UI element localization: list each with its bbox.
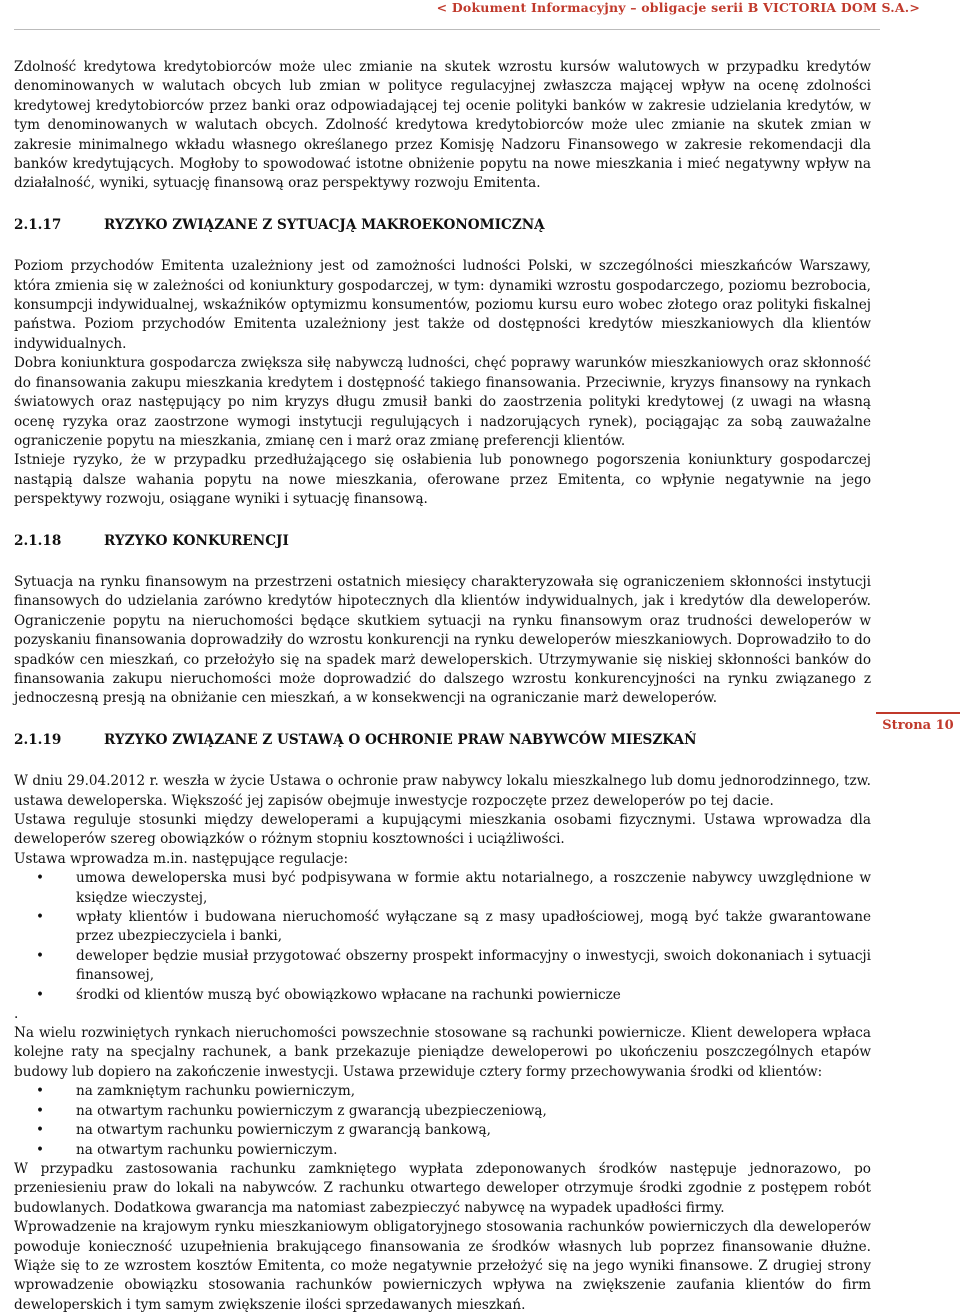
paragraph: Dobra koniunktura gospodarcza zwiększa siłę nabywczą ludności, chęć poprawy warunków mieszkaniowych oraz skłonność do finansowania zakupu mieszkania kredytem i dostępność takiego finansowania. Przeciwnie, kryzys finansowy na rynkach światowych oraz następujący po nim kryzys długu zmusił banki do zaostrzenia polityki kredytowej (z uwagi na własną ocenę ryzyka oraz zaostrzone wymogi instytucji regulujących i nadzorujących rynek), pociągając za sobą zauważalne ograniczenie popytu na mieszkania, zmianę cen i marż oraz zmianę preferencji klientów. bbox=[14, 355, 871, 449]
section-heading-2-1-18 bbox=[14, 532, 871, 551]
escrow-forms-list bbox=[14, 1082, 871, 1160]
page-number: Strona 10 bbox=[882, 718, 954, 733]
page-number-tab bbox=[876, 712, 960, 733]
paragraph: Wprowadzenie na krajowym rynku mieszkaniowym obligatoryjnego stosowania rachunków powierniczych dla deweloperów powoduje konieczność uzupełnienia brakującego finansowania ze środków własnych lub poprzez finansowanie dłużne. Wiąże się to ze wzrostem kosztów Emitenta, co może negatywnie przełożyć się na jego wyniki finansowe. Z drugiej strony wprowadzenie obowiązku stosowania rachunków powierniczych wpływa na zwiększenie zaufania klientów do firm deweloperskich i tym samym zwiększenie ilości sprzedawanych mieszkań. bbox=[14, 1219, 871, 1313]
list-item: • wpłaty klientów i budowana nieruchomość wyłączane są z masy upadłościowej, mogą być także gwarantowane przez ubezpieczyciela i banki, bbox=[76, 908, 871, 947]
header-divider bbox=[14, 29, 880, 30]
regulations-list bbox=[14, 869, 871, 1005]
section-title: RYZYKO ZWIĄZANE Z SYTUACJĄ MAKROEKONOMICZNĄ bbox=[104, 216, 545, 233]
paragraph: W dniu 29.04.2012 r. weszła w życie Ustawa o ochronie praw nabywcy lokalu mieszkalnego lub domu jednorodzinnego, tzw. ustawa deweloperska. Większość jej zapisów obejmuje inwestycje rozpoczęte przez deweloperów po tej dacie. bbox=[14, 773, 871, 809]
list-item: • na otwartym rachunku powierniczym z gwarancją bankową, bbox=[76, 1121, 871, 1140]
list-item: • deweloper będzie musiał przygotować obszerny prospekt informacyjny o inwestycji, swoich dokonaniach i sytuacji finansowej, bbox=[76, 947, 871, 986]
section-number: 2.1.17 bbox=[14, 216, 62, 233]
section-number: 2.1.19 bbox=[14, 731, 62, 748]
list-item: • na zamkniętym rachunku powierniczym, bbox=[76, 1082, 871, 1101]
document-header bbox=[0, 0, 960, 34]
stray-dot: . bbox=[14, 1006, 19, 1023]
section-title: RYZYKO ZWIĄZANE Z USTAWĄ O OCHRONIE PRAW NABYWCÓW MIESZKAŃ bbox=[104, 731, 697, 748]
intro-paragraph: Zdolność kredytowa kredytobiorców może ulec zmianie na skutek wzrostu kursów walutowych w przypadku kredytów denominowanych w walutach obcych lub zmian w polityce regulacyjnej zwłaszcza mającej wpływ na ocenę zdolności kredytowej kredytobiorców przez banki oraz odpowiadającej tej ocenie polityki banków w zakresie udzielania kredytów, w tym denominowanych w walutach obcych. Zdolność kredytowa kredytobiorców może ulec zmianie na skutek zmian w zakresie minimalnego wkładu własnego określanego przez Komisję Nadzoru Finansowego w zakresie rekomendacji dla banków kredytujących. Mogłoby to spowodować istotne obniżenie popytu na nowe mieszkania i mieć negatywny wpływ na działalność, wyniki, sytuację finansową oraz perspektywy rozwoju Emitenta. bbox=[14, 59, 871, 192]
paragraph: W przypadku zastosowania rachunku zamkniętego wypłata zdeponowanych środków następuje jednorazowo, po przeniesieniu praw do lokali na nabywców. Z rachunku otwartego deweloper otrzymuje środki zgodnie z postępem robót budowlanych. Dodatkowa gwarancja ma natomiast zabezpieczyć nabywcę na wypadek upadłości firmy. bbox=[14, 1160, 871, 1216]
paragraph: Sytuacja na rynku finansowym na przestrzeni ostatnich miesięcy charakteryzowała się ograniczeniem skłonności instytucji finansowych do udzielania zarówno kredytów hipotecznych dla klientów indywidualnych, jak i kredytów dla deweloperów. Ograniczenie popytu na nieruchomości będące skutkiem sytuacji na rynku finansowym oraz trudności deweloperów w pozyskaniu finansowania doprowadziły do wzrostu konkurencji na rynku deweloperów mieszkaniowych. Doprowadziło to do spadków cen mieszkań, co przełożyło się na spadek marż deweloperskich. Utrzymywanie się niskiej skłonności banków do finansowania zakupu nieruchomości może doprowadzić do dalszego wzrostu konkurencyjności na rynku związanego z jednoczesną presją na obniżanie cen mieszkań, a w konsekwencji na ograniczanie marż deweloperów. bbox=[14, 573, 871, 707]
section-number: 2.1.18 bbox=[14, 532, 62, 549]
list-item: • umowa deweloperska musi być podpisywana w formie aktu notarialnego, a roszczenie nabywcy uwzględnione w księdze wieczystej, bbox=[76, 869, 871, 908]
paragraph: Ustawa reguluje stosunki między deweloperami a kupującymi mieszkania osobami fizycznymi. Ustawa wprowadza dla deweloperów szereg obowiązków o różnym stopniu kosztowności i uciążliwości. bbox=[14, 812, 871, 848]
paragraph: Na wielu rozwiniętych rynkach nieruchomości powszechnie stosowane są rachunki powiernicze. Klient dewelopera wpłaca kolejne raty na specjalny rachunek, a bank przekazuje pieniądze deweloperowi po ukończeniu poszczególnych etapów budowy lub dopiero na zakończenie inwestycji. Ustawa przewiduje cztery formy przechowywania środki od klientów: bbox=[14, 1025, 871, 1080]
paragraph: Ustawa wprowadza m.in. następujące regulacje: bbox=[14, 850, 349, 867]
list-item: • na otwartym rachunku powierniczym z gwarancją ubezpieczeniową, bbox=[76, 1102, 871, 1121]
section-title: RYZYKO KONKURENCJI bbox=[104, 532, 289, 549]
paragraph: Istnieje ryzyko, że w przypadku przedłużającego się osłabienia lub ponownego pogorszenia koniunktury gospodarczej nastąpią dalsze wahania popytu na nowe mieszkania, oferowane przez Emitenta, co wpłynie negatywnie na jego perspektywy rozwoju, osiągane wyniki i sytuację finansową. bbox=[14, 452, 871, 508]
page-number-rule bbox=[876, 712, 960, 714]
list-item: • na otwartym rachunku powierniczym. bbox=[76, 1141, 871, 1160]
section-heading-2-1-19 bbox=[14, 731, 871, 750]
paragraph: Poziom przychodów Emitenta uzależniony jest od zamożności ludności Polski, w szczególności mieszkańców Warszawy, która zmienia się w zależności od koniunktury gospodarczej, w tym: dynamiki wzrostu gospodarczego, poziomu bezrobocia, konsumpcji indywidualnej, wskaźników optymizmu konsumentów, poziomu kursu euro wobec złotego oraz polityki fiskalnej państwa. Poziom przychodów Emitenta uzależniony jest także od dostępności kredytów mieszkaniowych dla klientów indywidualnych. bbox=[14, 258, 871, 352]
list-item: • środki od klientów muszą być obowiązkowo wpłacane na rachunki powiernicze bbox=[76, 986, 871, 1005]
document-title: < Dokument Informacyjny – obligacje serii B VICTORIA DOM S.A.> bbox=[436, 0, 920, 15]
section-heading-2-1-17 bbox=[14, 216, 871, 235]
document-body bbox=[14, 58, 871, 1315]
